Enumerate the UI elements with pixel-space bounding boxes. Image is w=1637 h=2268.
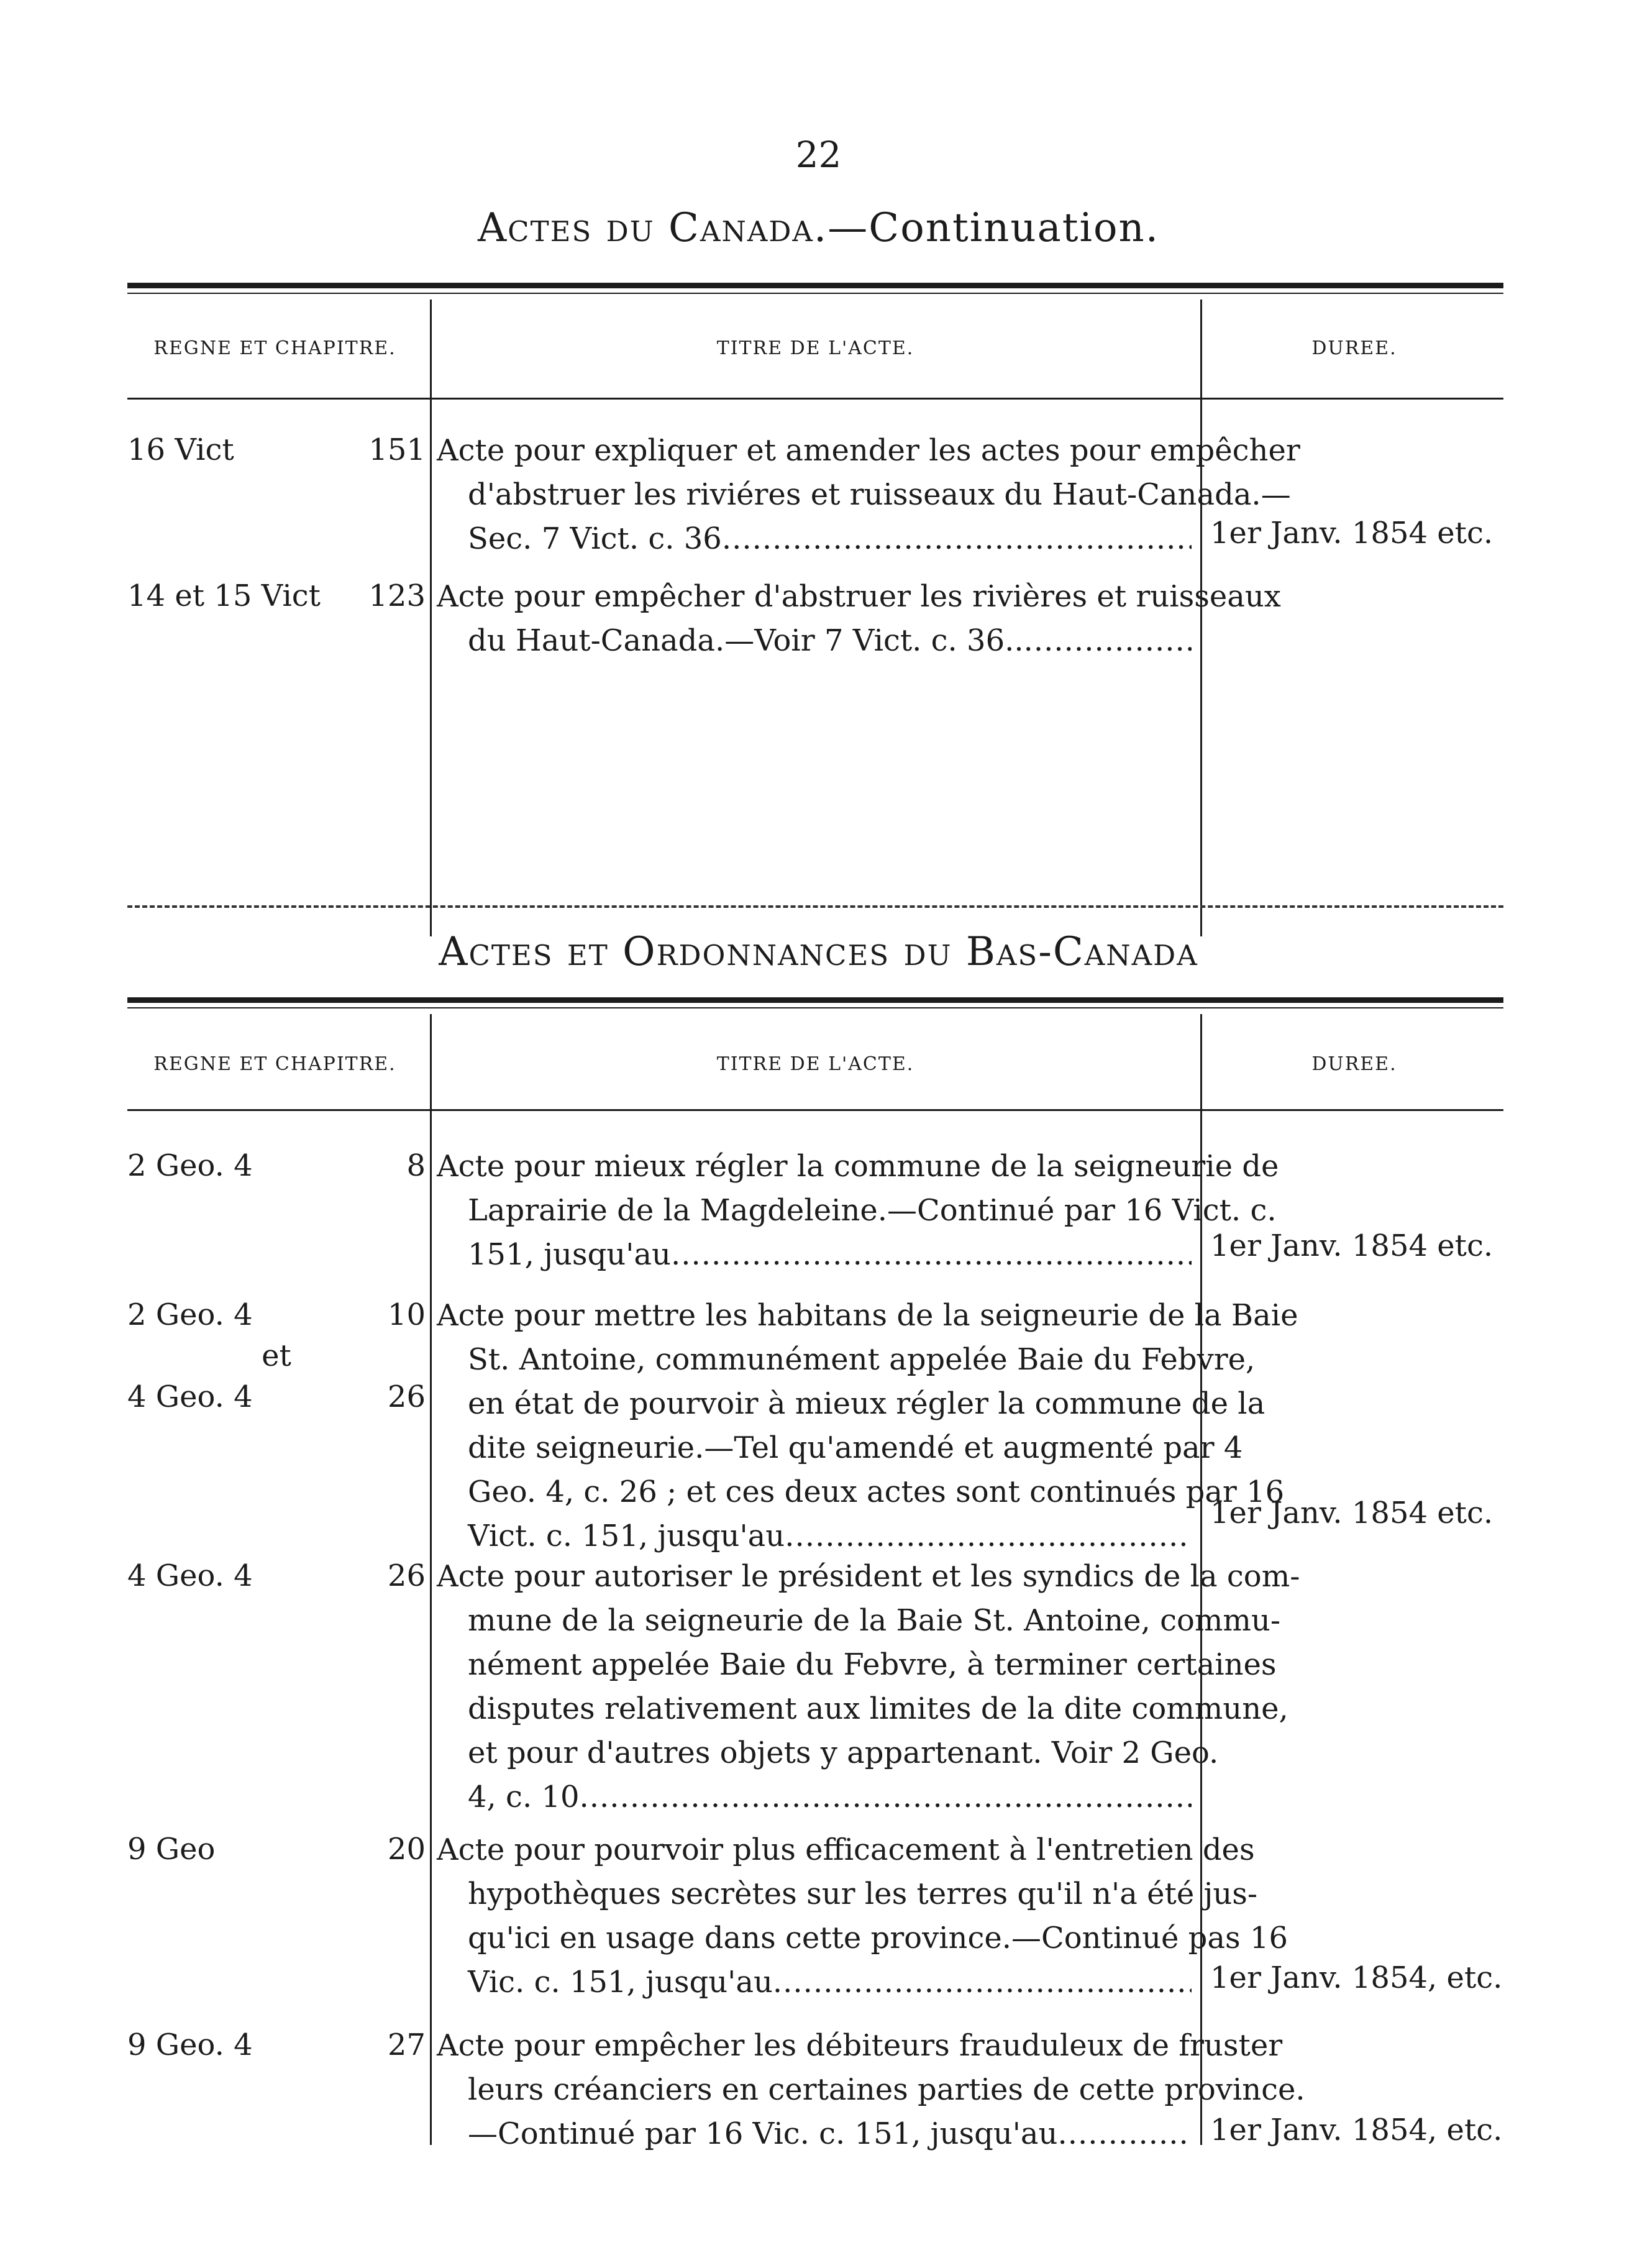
column-header-regne: REGNE ET CHAPITRE.	[153, 1053, 396, 1075]
section1-heading: Actes du Canada.—Continuation.	[477, 205, 1160, 251]
table-row-regne: 2 Geo. 4 10 et 4 Geo. 4 26	[127, 1297, 426, 1414]
table-row-titre: Acte pour mettre les habitans de la seigneurie de la Baie St. Antoine, communément appelée Baie du Febvre, en état de pourvoir à mieux régler la commune de la dite seigneurie.—Tel qu'amendé et augmenté par 4 Geo. 4, c. 26 ; et ces deux actes sont continués par 16 Vict. c. 151, jusqu'au .....	[437, 1294, 1192, 1558]
table-row-duree: 1er Janv. 1854 etc.	[1210, 1228, 1493, 1263]
column-header-titre: TITRE DE L'ACTE.	[716, 337, 914, 359]
column-divider	[430, 300, 432, 936]
table-row-regne: 9 Geo. 4 27	[127, 2028, 426, 2062]
header-rule	[127, 398, 1503, 400]
header-rule	[127, 1109, 1503, 1111]
section2-heading: Actes et Ordonnances du Bas-Canada	[439, 929, 1198, 975]
table-row-titre: Acte pour empêcher les débiteurs frauduleux de fruster leurs créanciers en certaines parties de cette province. —Continué par 16 Vic. c. 151, jusqu'au .....	[437, 2024, 1192, 2156]
table-row-titre: Acte pour mieux régler la commune de la seigneurie de Laprairie de la Magdeleine.—Continué par 16 Vict. c. 151, jusqu'au .....	[437, 1145, 1192, 1277]
table-row-titre: Acte pour autoriser le président et les syndics de la com- mune de la seigneurie de la Baie St. Antoine, commu- nément appelée Baie du Febvre, à terminer certaines disputes relativement aux limites de la dite commune, et pour d'autres objets y appartenant. Voir 2 Geo. 4, c. 10 .....	[437, 1555, 1192, 1819]
column-header-duree: DUREE.	[1311, 337, 1397, 359]
column-divider	[430, 1014, 432, 2145]
table-row-titre: Acte pour pourvoir plus efficacement à l'entretien des hypothèques secrètes sur les terres qu'il n'a été jus- qu'ici en usage dans cette province.—Continué pas 16 Vic. c. 151, jusqu'au .....	[437, 1828, 1192, 2005]
table-row-regne: 4 Geo. 4 26	[127, 1558, 426, 1593]
column-header-titre: TITRE DE L'ACTE.	[716, 1053, 914, 1075]
table-row-regne: 14 et 15 Vict 123	[127, 578, 426, 613]
section1-top-rule	[127, 283, 1503, 294]
table-row-titre: Acte pour expliquer et amender les actes pour empêcher d'abstruer les riviéres et ruisseaux du Haut-Canada.— Sec. 7 Vict. c. 36 .....	[437, 429, 1192, 561]
table-row-regne-secondary: 4 Geo. 4 26	[127, 1379, 426, 1414]
table-row-regne: 2 Geo. 4 8	[127, 1148, 426, 1183]
table-row-duree: 1er Janv. 1854, etc.	[1210, 1960, 1503, 1995]
table-row-regne: 9 Geo 20	[127, 1832, 426, 1867]
table-row-duree: 1er Janv. 1854, etc.	[1210, 2113, 1503, 2147]
table-row-duree: 1er Janv. 1854 etc.	[1210, 516, 1493, 551]
table-row-regne: 16 Vict 151	[127, 432, 426, 467]
connector-et: et	[262, 1338, 291, 1373]
page-number: 22	[795, 134, 842, 176]
table-row-duree: 1er Janv. 1854 etc.	[1210, 1496, 1493, 1530]
section2-top-rule	[127, 997, 1503, 1008]
column-header-duree: DUREE.	[1311, 1053, 1397, 1075]
table-row-titre: Acte pour empêcher d'abstruer les rivières et ruisseaux du Haut-Canada.—Voir 7 Vict. c. 36.. .....	[437, 575, 1192, 663]
section-divider	[127, 905, 1503, 908]
column-header-regne: REGNE ET CHAPITRE.	[153, 337, 396, 359]
